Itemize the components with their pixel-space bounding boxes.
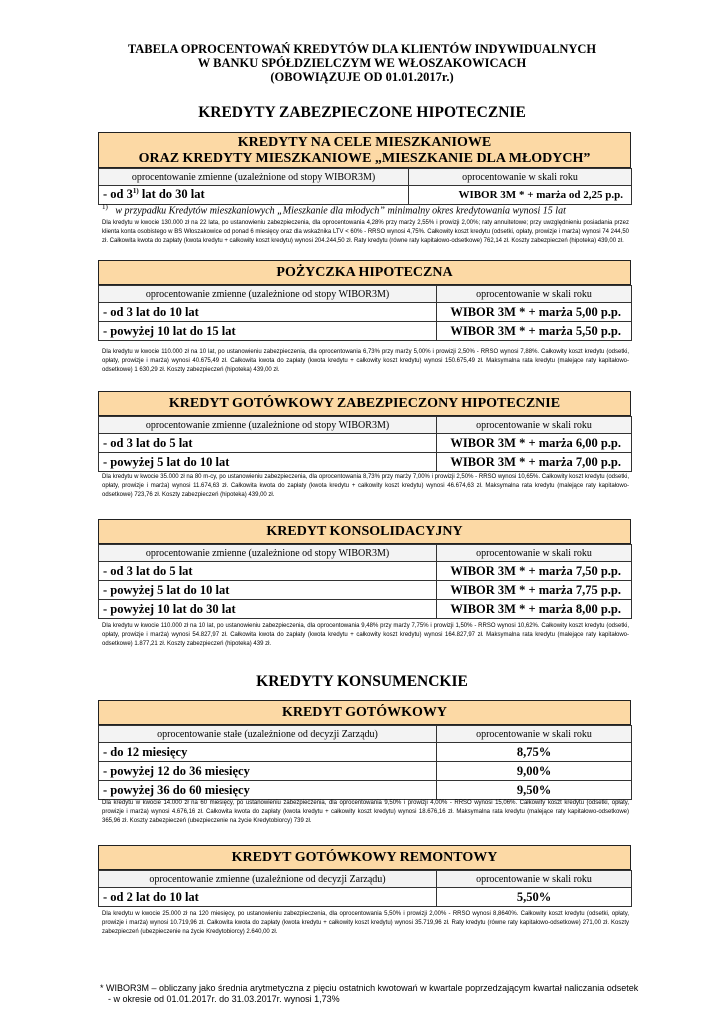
block-title: KREDYT GOTÓWKOWY REMONTOWY [98, 845, 631, 870]
rate-value: WIBOR 3M * + marża 8,00 p.p. [437, 600, 632, 619]
rate-table [98, 285, 632, 341]
column-header-type: oprocentowanie zmienne (uzależnione od decyzji Zarządu) [99, 871, 437, 888]
table-row [99, 562, 632, 581]
period-label: - powyżej 36 do 60 miesięcy [99, 781, 437, 800]
document-title [0, 42, 724, 84]
rate-value: WIBOR 3M * + marża 5,50 p.p. [437, 322, 632, 341]
block-title: KREDYT KONSOLIDACYJNY [98, 519, 631, 544]
block-gotowkowy-hipoteczny [98, 391, 631, 472]
block-title-line-2: ORAZ KREDYTY MIESZKANIOWE „MIESZKANIE DLA MŁODYCH” [138, 151, 591, 166]
table-row [99, 743, 632, 762]
column-header-type: oprocentowanie zmienne (uzależnione od stopy WIBOR3M) [99, 169, 409, 186]
table-header-row [99, 871, 632, 888]
table-row [99, 453, 632, 472]
column-header-rate: oprocentowanie w skali roku [409, 169, 632, 186]
rate-value: 9,50% [437, 781, 632, 800]
table-row [99, 781, 632, 800]
rate-value: WIBOR 3M * + marża 7,75 p.p. [437, 581, 632, 600]
period-label: - od 3 lat do 10 lat [99, 303, 437, 322]
column-header-rate: oprocentowanie w skali roku [437, 871, 632, 888]
column-header-rate: oprocentowanie w skali roku [437, 726, 632, 743]
block-mieszkaniowe [98, 132, 631, 205]
note-remontowy: Dla kredytu w kwocie 25.000 zł na 120 miesięcy, po ustanowieniu zabezpieczenia, dla oprocentowania 5,50% i prowizji 2,00% - RRSO wynosi 8,8640%. Całkowity koszt kredytu (odsetki, opłaty, prowizje i marża) wynosi 10.719,96 zł. Całkowita kwota do zapłaty (kwota kredytu + całkowity koszt kredytu) wynosi 35.719,96 zł. Raty kredytu (równe raty kapitałowo-odsetkowe) 271,00 zł. Koszty zabezpieczeń (ubezpieczenie na życie Kredytobiorcy) 2.640,00 zł. [102, 911, 629, 935]
rate-value: WIBOR 3M * + marża 7,00 p.p. [437, 453, 632, 472]
block-remontowy [98, 845, 631, 907]
table-row [99, 581, 632, 600]
table-header-row [99, 417, 632, 434]
period-label: - od 3 lat do 5 lat [99, 562, 437, 581]
block-title: KREDYT GOTÓWKOWY ZABEZPIECZONY HIPOTECZNIE [98, 391, 631, 416]
note-pozyczka: Dla kredytu w kwocie 110.000 zł na 10 lat, po ustanowieniu zabezpieczenia, dla oprocentowania 6,73% przy marży 5,00% i prowizji 2,50% - RRSO wynosi 7,88%. Całkowity koszt kredytu (odsetki, opłaty, prowizje i marża) wynosi 40.675,49 zł. Całkowita kwota do zapłaty (kwota kredytu + całkowity koszt kredytu) wynosi 150.675,49 zł. Maksymalna rata kredytu (malejące raty kapitałowo-odsetkowe) 1 630,29 zł. Koszty zabezpieczeń (hipoteka) 439,00 zł. [102, 349, 629, 373]
column-header-type: oprocentowanie zmienne (uzależnione od stopy WIBOR3M) [99, 286, 437, 303]
table-row [99, 762, 632, 781]
column-header-rate: oprocentowanie w skali roku [437, 545, 632, 562]
column-header-type: oprocentowanie zmienne (uzależnione od stopy WIBOR3M) [99, 545, 437, 562]
table-row [99, 434, 632, 453]
table-row [99, 322, 632, 341]
rate-value: WIBOR 3M * + marża 5,00 p.p. [437, 303, 632, 322]
column-header-type: oprocentowanie zmienne (uzależnione od stopy WIBOR3M) [99, 417, 437, 434]
column-header-rate: oprocentowanie w skali roku [437, 417, 632, 434]
section-title-hipoteczne: KREDYTY ZABEZPIECZONE HIPOTECZNIE [198, 104, 526, 121]
table-row [99, 303, 632, 322]
note-gotowkowy: Dla kredytu w kwocie 14.000 zł na 60 miesięcy, po ustanowieniu zabezpieczenia, dla oprocentowania 9,50% i prowizji 4,00% - RRSO wynosi 15,06%. Całkowity koszt kredytu (odsetki, opłaty, prowizje i marża) wynosi 4.676,16 zł. Całkowita kwota do zapłaty (kwota kredytu + całkowity koszt kredytu) wynosi 18.676,16 zł. Maksymalna rata kredytu (malejące raty kapitałowo-odsetkowe) 365,96 zł. Koszty zabezpieczeń (ubezpieczenie na życie Kredytobiorcy) 739 zł. [102, 800, 629, 824]
rate-table [98, 168, 632, 205]
period-label: - powyżej 5 lat do 10 lat [99, 581, 437, 600]
block-gotowkowy [98, 700, 631, 800]
block-konsolidacyjny [98, 519, 631, 619]
block-title [98, 132, 631, 168]
rate-table [98, 416, 632, 472]
period-label: - od 3 lat do 5 lat [99, 434, 437, 453]
rate-value: WIBOR 3M * + marża 7,50 p.p. [437, 562, 632, 581]
rate-table [98, 870, 632, 907]
column-header-type: oprocentowanie stałe (uzależnione od decyzji Zarządu) [99, 726, 437, 743]
period-label: - powyżej 12 do 36 miesięcy [99, 762, 437, 781]
table-header-row [99, 169, 632, 186]
block-title: KREDYT GOTÓWKOWY [98, 700, 631, 725]
table-header-row [99, 726, 632, 743]
period-label: - powyżej 10 lat do 15 lat [99, 322, 437, 341]
title-line-1: TABELA OPROCENTOWAŃ KREDYTÓW DLA KLIENTÓW INDYWIDUALNYCH [127, 42, 597, 56]
footer-line-1: * WIBOR3M – obliczany jako średnia arytmetyczna z pięciu ostatnich kwotowań w kwartale poprzedzającym kwartał naliczania odsetek [100, 983, 639, 993]
note-konsolidacyjny: Dla kredytu w kwocie 110.000 zł na 10 lat, po ustanowieniu zabezpieczenia, dla oprocentowania 9,48% przy marży 7,75% i prowizji 1,50% - RRSO wynosi 10,62%. Całkowity koszt kredytu (odsetki, opłaty, prowizje i marża) wynosi 54.827,97 zł. Całkowita kwota do zapłaty (kwota kredytu + całkowity koszt kredytu) wynosi 164.827,97 zł. Maksymalna rata kredytu (malejące raty kapitałowo-odsetkowe) 1.877,21 zł. Koszty zabezpieczeń (hipoteka) 439 zł. [102, 623, 629, 647]
table-header-row [99, 286, 632, 303]
table-header-row [99, 545, 632, 562]
rate-value: 5,50% [437, 888, 632, 907]
note-mieszkaniowe: Dla kredytu w kwocie 130.000 zł na 22 lata, po ustanowieniu zabezpieczenia, dla oprocentowania 4,28% przy marży 2,55% i prowizji 2,00%; raty annuitetowe; przy uwzględnieniu posiadania przez klienta konta osobistego w BS Włoszakowice od ponad 6 miesięcy oraz dla wskaźnika LTV < 60% - RRSO wynosi 4,75%. Całkowity koszt kredytu (odsetki, opłaty, prowizje i marża) wynosi 74 244,50 zł. Całkowita kwota do zapłaty (kwota kredytu + całkowity koszt kredytu) wynosi 204.244,50 zł. Raty kredytu (równe raty kapitałowo-odsetkowe) 762,14 zł. Koszty zabezpieczeń (hipoteka) 439,00 zł. [102, 220, 629, 244]
footnote: $^{1)}$ w przypadku Kredytów mieszkaniowych „Mieszkanie dla młodych” minimalny okres kredytowania wynosi 15 lat [102, 203, 566, 217]
footer-note [100, 983, 638, 1005]
rate-value: WIBOR 3M * + marża od 2,25 p.p. [409, 186, 632, 205]
title-line-2: W BANKU SPÓŁDZIELCZYM WE WŁOSZAKOWICACH [197, 56, 527, 70]
table-row [99, 186, 632, 205]
column-header-rate: oprocentowanie w skali roku [437, 286, 632, 303]
rate-table [98, 725, 632, 800]
footer-line-2: - w okresie od 01.01.2017r. do 31.03.2017r. wynosi 1,73% [108, 994, 340, 1004]
note-gotowkowy-hipoteczny: Dla kredytu w kwocie 35.000 zł na 80 m-cy, po ustanowieniu zabezpieczenia, dla oprocentowania 8,73% przy marży 7,00% i prowizji 2,50% - RRSO wynosi 10,65%. Całkowity koszt kredytu (odsetki, opłaty, prowizje i marża) wynosi 11.674,63 zł. Całkowita kwota do zapłaty (kwota kredytu + całkowity koszt kredytu) wynosi 46.674,63 zł. Maksymalna rata kredytu (malejące raty kapitałowo-odsetkowe) 723,76 zł. Koszty zabezpieczeń (hipoteka) 439,00 zł. [102, 474, 629, 498]
rate-value: 9,00% [437, 762, 632, 781]
block-title: POŻYCZKA HIPOTECZNA [98, 260, 631, 285]
rate-value: 8,75% [437, 743, 632, 762]
period-label: - od 2 lat do 10 lat [99, 888, 437, 907]
table-row [99, 888, 632, 907]
period-label: - do 12 miesięcy [99, 743, 437, 762]
block-pozyczka-hipoteczna [98, 260, 631, 341]
rate-table [98, 544, 632, 619]
period-label: - od 3$^{1)}$ lat do 30 lat [99, 186, 409, 205]
period-label: - powyżej 5 lat do 10 lat [99, 453, 437, 472]
rate-value: WIBOR 3M * + marża 6,00 p.p. [437, 434, 632, 453]
title-line-3: (OBOWIĄZUJE OD 01.01.2017r.) [270, 70, 454, 84]
table-row [99, 600, 632, 619]
period-label: - powyżej 10 lat do 30 lat [99, 600, 437, 619]
section-title-konsumenckie: KREDYTY KONSUMENCKIE [256, 673, 468, 690]
block-title-line-1: KREDYTY NA CELE MIESZKANIOWE [237, 135, 492, 150]
